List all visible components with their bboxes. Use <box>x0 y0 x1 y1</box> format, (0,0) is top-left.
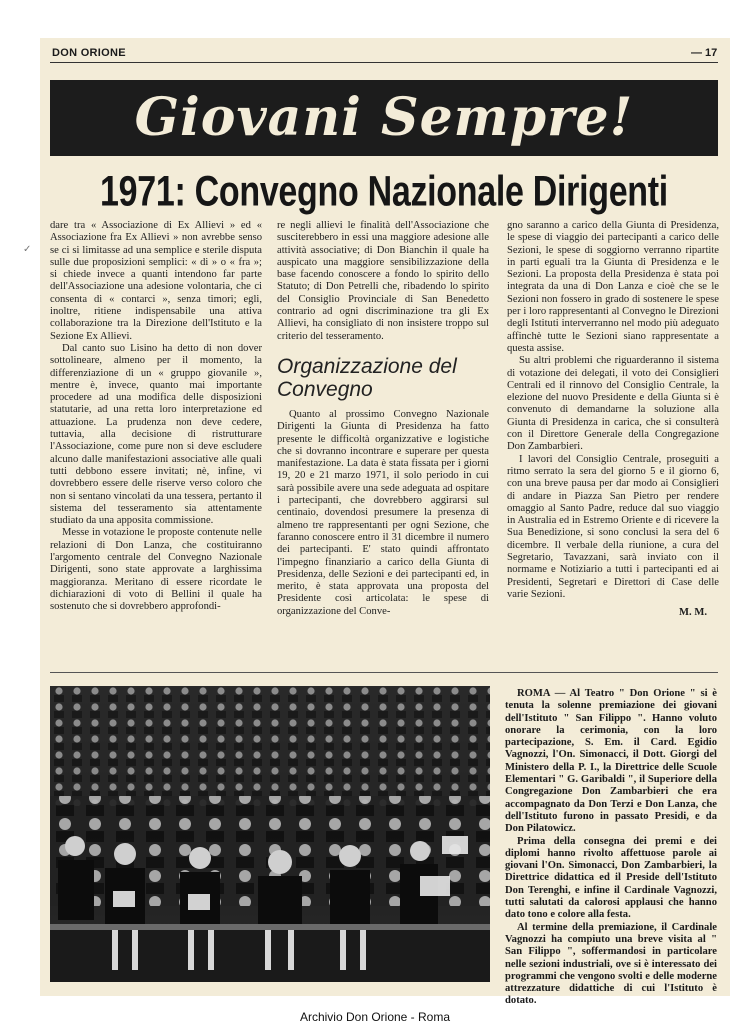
paragraph: re negli allievi le finalità dell'Associazione che susciterebbero in essi una maggiore adesione alle attività associative; di Don Bianchin il quale ha auspicato una maggiore sensibilizzazione della base facendo conoscere a fondo lo spirito dello Statuto; di Don Petrelli che, ribadendo lo spirito del Consiglio Provinciale di San Benedetto contrario ad ogni discriminazione tra gli Ex Allievi, ha consigliato di non insistere troppo sul criterio del tesseramento. <box>277 220 489 342</box>
article-column-3 <box>507 220 719 620</box>
audience-photo-image <box>50 686 490 982</box>
paragraph: Quanto al prossimo Convegno Nazionale Dirigenti la Giunta di Presidenza ha fatto presente le difficoltà organizzative e logistiche che si dovranno incontrare e superare per questa manifestazione. La data è stata fissata per i giorni 19, 20 e 21 marzo 1971, il solo periodo in cui sarà possibile avere una sede adeguata ad ospitare i partecipanti, che dovrebbero aggirarsi sul centinaio, dovendosi presumere la presenza di almeno tre rappresentanti per ogni Sezione, che faranno conoscere entro il 31 dicembre il numero dei partecipanti. E' stato quindi affrontato l'impegno finanziario a carico della Giunta di Presidenza, delle Sezioni e dei partecipanti ed, in merito, è stata approvata una proposta del Presidente così articolata: le spese di organizzazione del Conve- <box>277 408 489 617</box>
paragraph: dare tra « Associazione di Ex Allievi » ed « Associazione fra Ex Allievi » non avrebbe senso se ci si limitasse ad una semplice e sterile disputa sulle due proposizioni semplici: « di » o « fra »; si chiede invece a quanti intendono far parte dell'Associazione una adesione volontaria, che ci consenta di « contarci », senza timori; egli, inoltre, ritiene indispensabile una attiva collaborazione tra la Direzione dell'Istituto e la Sezione Ex Allievi. <box>50 220 262 342</box>
section-divider <box>50 672 718 673</box>
paragraph: I lavori del Consiglio Centrale, proseguiti a ritmo serrato la sera del giorno 5 e il giorno 6, con una breve pausa per dar modo ai Consiglieri di andare in Piazza San Pietro per rendere omaggio al Santo Padre, reduce dal suo viaggio in Australia ed in Estremo Oriente e di ricevere la Sua Benedizione, si sono conclusi la sera del 6 dicembre. Il verbale della riunione, a cura del Segretario, Tavazzani, sarà inviato con il normame e Notiziario a tutti i partecipanti ed ai Presidenti, Segretari e Direttori di Case delle varie Sezioni. <box>507 453 719 600</box>
section-subheading: Organizzazione del Convegno <box>277 354 457 401</box>
caption-paragraph: ROMA — Al Teatro " Don Orione " si è tenuta la solenne premiazione dei giovani dell'Istituto " San Filippo ". Hanno voluto onorare la cerimonia, con la loro partecipazione, S. Em. il Card. Egidio Vagnozzi, l'On. Simonacci, il Dott. Giorgi del Ministero della P. I., la Direttrice delle Scuole Elementari " G. Garibaldi ", il Superiore della Congregazione Don Zambarbieri che era accompagnato da Don Terzi e Don Lanza, che dell'Istituto furono in passato Presidi, e da Don Pilatowicz. <box>505 688 717 835</box>
caption-paragraph: Al termine della premiazione, il Cardinale Vagnozzi ha compiuto una breve visita al " San Filippo ", soffermandosi in particolare nelle sezioni industriali, ove si è interessato dei programmi che vengono svolti e delle moderne attrezzature didattiche di cui l'Istituto è dotato. <box>505 921 717 1007</box>
article-column-2 <box>277 220 489 618</box>
paragraph: Su altri problemi che riguarderanno il sistema di votazione dei delegati, il voto dei Consiglieri Centrali ed il rinnovo del Consiglio Centrale, la elezione del nuovo Presidente e della Giunta si è convenuto di demandarne la soluzione alla Giunta di Presidenza in carica, che si consulterà con il Direttore Generale della Congregazione Don Zambarbieri. <box>507 355 719 453</box>
pencil-mark: ✓ <box>23 244 32 255</box>
paragraph: Messe in votazione le proposte contenute nelle relazioni di Don Lanza, che costituiranno l'argomento centrale del Convegno Nazionale Dirigenti, sono state approvate a larghissima maggioranza. Meritano di essere ricordate le dichiarazioni di voto di Bellini il quale ha sostenuto che si dovrebbero approfondi- <box>50 527 262 613</box>
paragraph: gno saranno a carico della Giunta di Presidenza, le spese di viaggio dei partecipanti a carico delle Sezioni, le spese di soggiorno verranno ripartite in parti eguali tra la Giunta di Presidenza e le Sezioni. La proposta della Presidenza è stata poi integrata da una di Don Lanza e cioè che se le Sezioni non fossero in grado di sostenere le spese per i loro rappresentanti al Convegno le Direzioni degli Istituti interverranno nel modo più adeguato affinchè tutte le Sezioni siano rappresentate a questa assise. <box>507 220 719 354</box>
photo-caption <box>505 688 717 1008</box>
caption-paragraph: Prima della consegna dei premi e dei diplomi hanno rivolto affettuose parole ai giovani l'On. Simonacci, Don Zambarbieri, la Direttrice didattica ed il Preside dell'Istituto Don Terenghi, e infine il Cardinale Vagnozzi, tutti salutati da calorosi applausi che hanno dato tono e colore alla festa. <box>505 835 717 921</box>
header-rule <box>50 62 718 63</box>
audience-photo <box>50 686 490 982</box>
title-banner <box>50 80 718 156</box>
banner-title: Giovani Sempre! <box>134 87 634 148</box>
paragraph: Dal canto suo Lisino ha detto di non dover sottolineare, almeno per il momento, la differenziazione di un « gruppo giovanile », mentre è, invece, quanto mai importante procedere ad una modifica delle disposizioni statutarie, ad una retta loro interpretazione ed attuazione. La prudenza non deve cedere, tuttavia, alla decisione di ristrutturare l'Associazione, come pure non si deve escludere alcuno dalle manifestazioni associative alle quali tutti debbono essere invitati; nè, infine, vi dovrebbero essere delle riserve verso coloro che non si sentano vincolati da una tessera, pertanto il sistema del tesseramento sia attentamente studiato da una apposita commissione. <box>50 342 262 527</box>
page-number: — 17 <box>691 47 718 59</box>
author-signature: M. M. <box>679 607 707 619</box>
magazine-name: DON ORIONE <box>52 47 126 59</box>
article-headline: 1971: Convegno Nazionale Dirigenti <box>100 168 668 216</box>
archive-footer: Archivio Don Orione - Roma <box>299 1010 451 1024</box>
article-column-1 <box>50 220 262 614</box>
